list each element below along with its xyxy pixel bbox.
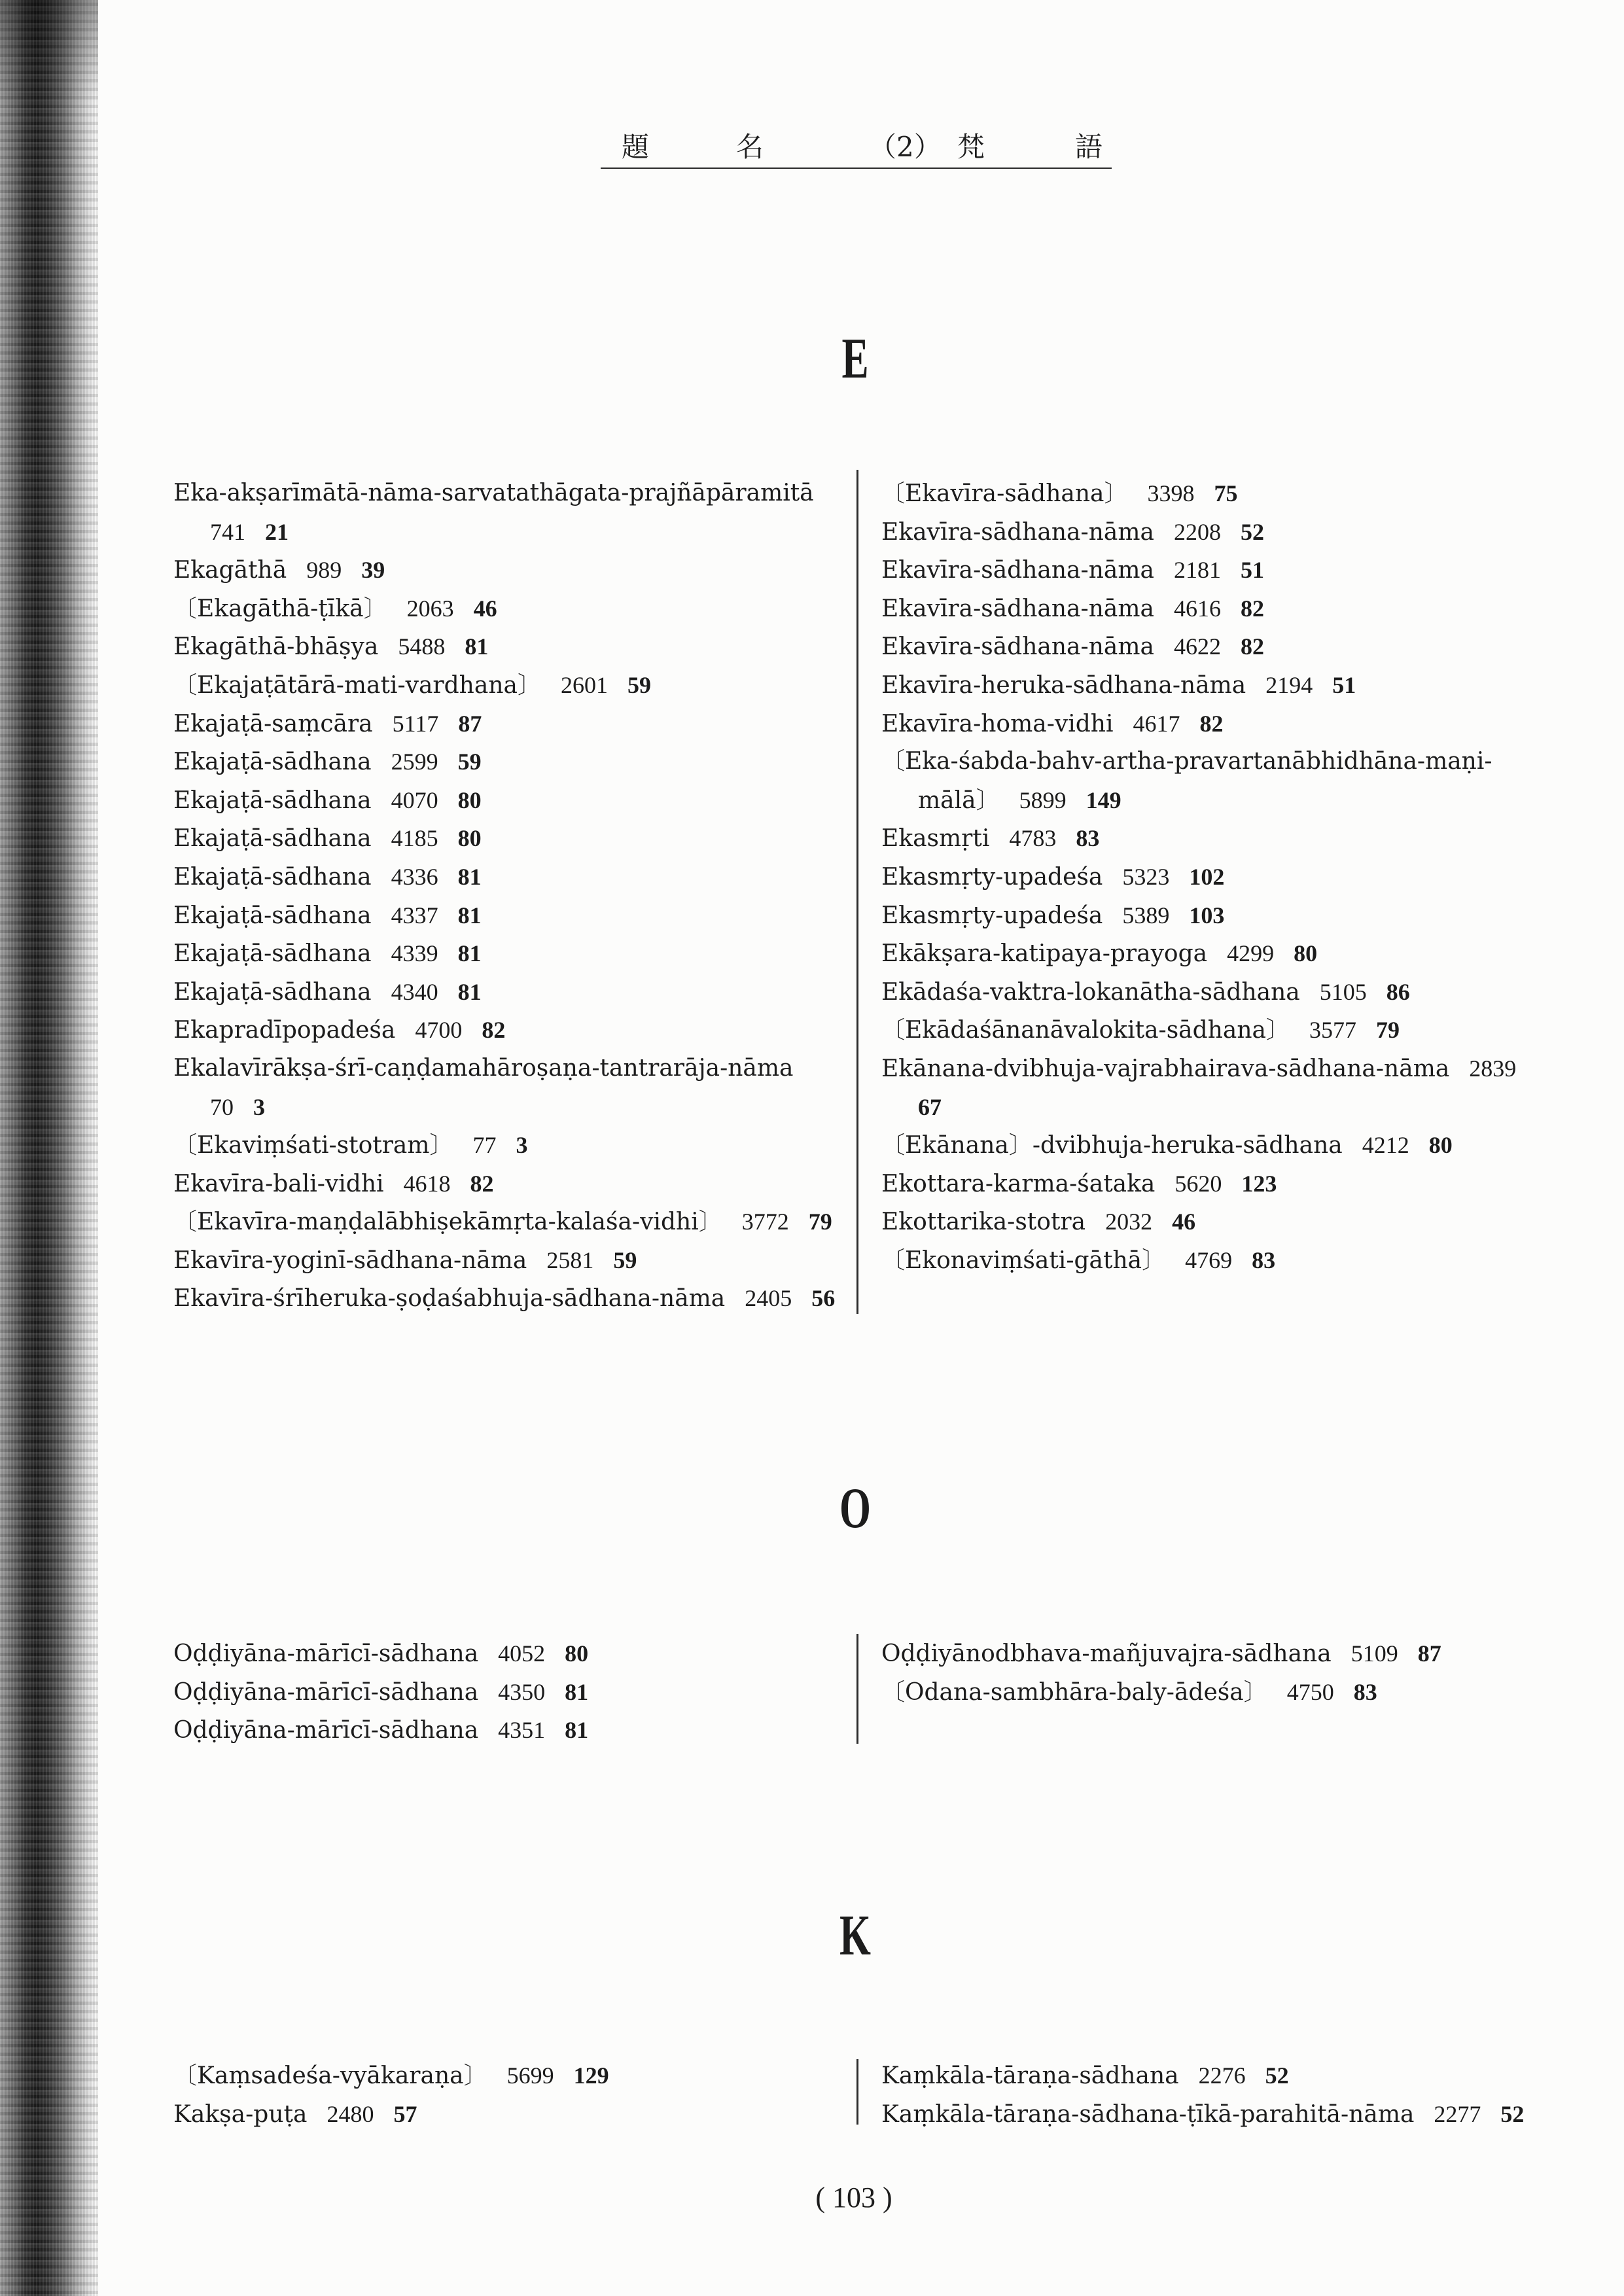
entry-number: 2194 [1265,671,1313,698]
entry-page: 83 [1353,1678,1377,1705]
index-column-right [881,474,1614,1279]
entry-title: Oḍḍiyānodbhava-mañjuvajra-sādhana [881,1640,1332,1667]
entry-number: 4750 [1286,1678,1334,1705]
entry-title: Ekavīra-sādhana-nāma [881,633,1154,661]
entry-page: 46 [1172,1209,1196,1235]
entry-title: Oḍḍiyāna-mārīcī-sādhana [173,1717,479,1744]
index-entry [881,590,1614,628]
index-entry [881,1050,1614,1088]
entry-number: 5117 [392,710,439,737]
entry-number: 4617 [1133,710,1180,737]
entry-title: 〔Ekādaśānanāvalokita-sādhana〕 [881,1017,1290,1044]
entry-title: Eka-akṣarīmātā-nāma-sarvatathāgata-prajñāpāramitā [173,480,814,506]
entry-title: Ekajaṭā-sādhana [173,825,372,853]
index-entry [173,1203,851,1241]
entry-page: 123 [1241,1170,1277,1197]
entry-title: 〔Ekajaṭātārā-mati-vardhana〕 [173,671,541,699]
entry-number: 2032 [1105,1209,1153,1235]
entry-title: mālā〕 [918,786,1000,814]
index-entry [173,551,851,590]
entry-page: 80 [457,786,482,813]
entry-title: Ekavīra-bali-vidhi [173,1170,384,1197]
index-entry [173,743,851,781]
index-entry [881,743,1614,781]
entry-number: 5105 [1319,978,1367,1005]
entry-title: Ekavīra-sādhana-nāma [881,518,1154,546]
entry-number: 2208 [1173,518,1221,545]
entry-number: 4052 [498,1640,546,1667]
entry-page: 79 [1376,1017,1400,1044]
entry-title: Ekādaśa-vaktra-lokanātha-sādhana [881,978,1300,1006]
entry-page: 81 [457,978,482,1005]
entry-page: 81 [565,1678,589,1705]
entry-page: 52 [1240,518,1264,545]
entry-page: 81 [565,1717,589,1744]
entry-number: 4336 [391,863,438,890]
entry-page: 129 [573,2062,609,2089]
entry-title: Ekottarika-stotra [881,1209,1086,1236]
index-entry [881,973,1614,1012]
entry-number: 3772 [741,1209,789,1235]
entry-number: 4340 [391,978,438,1005]
entry-page: 56 [811,1285,836,1312]
entry-title: 〔Ekagāthā-ṭīkā〕 [173,595,387,622]
index-entry [881,819,1614,858]
index-entry [173,1711,851,1750]
section-letter: E [841,327,869,391]
index-entry-continuation [881,1088,1614,1127]
entry-title: Ekasmṛty-upadeśa [881,902,1103,929]
entry-page: 82 [482,1017,506,1044]
header-label-language: 語 [1075,131,1103,163]
entry-number: 77 [472,1132,497,1159]
entry-number: 2181 [1173,557,1221,584]
entry-page: 149 [1086,786,1121,813]
index-entry [173,896,851,935]
index-entry-continuation [881,781,1614,820]
entry-number: 4212 [1362,1132,1409,1159]
index-column-right [881,1634,1614,1711]
index-entry [173,1634,851,1673]
entry-number: 4769 [1185,1246,1233,1273]
entry-page: 67 [918,1093,942,1120]
entry-title: Ekajaṭā-sādhana [173,749,372,776]
entry-number: 4351 [498,1717,546,1744]
entry-title: Kaṃkāla-tāraṇa-sādhana-ṭīkā-parahitā-nāma [881,2100,1415,2128]
index-entry [173,934,851,973]
entry-page: 103 [1189,902,1225,928]
entry-title: 〔Ekonaviṃśati-gāthā〕 [881,1246,1166,1274]
entry-page: 81 [457,902,482,928]
entry-title: Ekajaṭā-sādhana [173,863,372,891]
entry-title: 〔Odana-sambhāra-baly-ādeśa〕 [881,1678,1267,1706]
entry-number: 2839 [1469,1055,1517,1082]
index-entry [881,1673,1614,1712]
entry-number: 5389 [1122,902,1170,928]
entry-page: 83 [1076,825,1100,852]
index-entry [881,2095,1614,2134]
header-label-title: 題 [622,131,650,163]
entry-number: 4783 [1009,825,1057,852]
entry-page: 59 [627,671,651,698]
section-letter: O [839,1477,871,1540]
entry-title: Ekākṣara-katipaya-prayoga [881,940,1208,968]
entry-title: Ekānana-dvibhuja-vajrabhairava-sādhana-nāma [881,1055,1450,1082]
index-entry [173,973,851,1012]
entry-number: 4299 [1227,940,1275,967]
entry-title: Kaṃkāla-tāraṇa-sādhana [881,2062,1179,2089]
index-entry [173,474,851,513]
entry-page: 80 [1294,940,1318,967]
entry-page: 80 [1428,1132,1453,1159]
column-divider [856,2059,858,2125]
entry-number: 2480 [327,2100,374,2127]
index-entry [881,1126,1614,1165]
header-label-name: 名 [736,131,764,163]
index-entry [173,666,851,705]
entry-title: 〔Kaṃsadeśa-vyākaraṇa〕 [173,2062,487,2089]
entry-page: 80 [565,1640,589,1667]
entry-number: 741 [210,518,245,545]
entry-page: 82 [470,1170,494,1197]
entry-number: 4339 [391,940,438,967]
entry-page: 46 [473,595,497,622]
index-entry [173,858,851,896]
entry-number: 4337 [391,902,438,928]
entry-title: Ekasmṛti [881,825,990,853]
entry-page: 81 [465,633,489,660]
entry-title: Ekapradīpopadeśa [173,1017,396,1044]
entry-number: 3398 [1147,480,1195,506]
index-entry [881,627,1614,666]
entry-title: Ekajaṭā-saṃcāra [173,710,373,737]
entry-number: 5488 [398,633,446,660]
entry-page: 83 [1252,1246,1276,1273]
entry-number: 5323 [1122,863,1170,890]
index-entry [173,705,851,743]
entry-number: 989 [306,557,342,584]
index-entry [173,2095,851,2134]
index-entry [173,1126,851,1165]
index-entry [881,1165,1614,1203]
entry-title: Ekavīra-sādhana-nāma [881,595,1154,622]
header-label-sanskrit: 梵 [957,131,985,163]
entry-title: 〔Ekānana〕-dvibhuja-heruka-sādhana [881,1132,1343,1159]
entry-title: Ekagāthā [173,557,287,584]
entry-page: 87 [1417,1640,1441,1667]
entry-page: 102 [1189,863,1225,890]
entry-title: Oḍḍiyāna-mārīcī-sādhana [173,1640,479,1667]
entry-page: 59 [613,1246,637,1273]
binding-shadow-top [0,0,98,105]
index-entry [881,1634,1614,1673]
index-entry [881,1203,1614,1241]
entry-title: Ekavīra-yoginī-sādhana-nāma [173,1246,527,1274]
entry-number: 4185 [391,825,438,852]
index-entry [173,1165,851,1203]
entry-page: 82 [1240,595,1264,622]
entry-title: Ekavīra-homa-vidhi [881,710,1114,737]
entry-title: Ekajaṭā-sādhana [173,978,372,1006]
entry-number: 4622 [1173,633,1221,660]
index-entry [881,705,1614,743]
index-entry [173,627,851,666]
entry-title: 〔Ekavīra-sādhana〕 [881,480,1128,507]
entry-page: 75 [1214,480,1238,506]
entry-page: 82 [1199,710,1224,737]
entry-page: 79 [808,1209,832,1235]
entry-number: 4070 [391,786,438,813]
index-entry [881,934,1614,973]
index-entry [173,1241,851,1280]
index-entry [881,858,1614,896]
entry-title: Ekasmṛty-upadeśa [881,863,1103,891]
index-entry [173,781,851,820]
header-underline [601,168,1112,169]
index-entry [173,1673,851,1712]
index-entry [881,474,1614,513]
entry-page: 21 [265,518,289,545]
entry-number: 4700 [415,1017,463,1044]
entry-page: 52 [1500,2100,1525,2127]
index-entry [881,1241,1614,1280]
entry-number: 5899 [1019,786,1067,813]
entry-page: 51 [1240,557,1264,584]
index-entry [173,1279,851,1318]
page-number: ( 103 ) [815,2181,892,2214]
entry-page: 86 [1386,978,1410,1005]
column-divider [856,1634,858,1744]
entry-title: Ekottara-karma-śataka [881,1170,1156,1197]
entry-title: Ekavīra-śrīheruka-ṣoḍaśabhuja-sādhana-nāma [173,1285,726,1313]
entry-page: 57 [393,2100,417,2127]
entry-page: 39 [361,557,385,584]
index-entry [881,1011,1614,1050]
entry-page: 81 [457,863,482,890]
entry-number: 4616 [1173,595,1221,622]
entry-number: 2405 [745,1285,792,1312]
column-divider [856,470,858,1314]
entry-page: 81 [457,940,482,967]
index-entry [173,590,851,628]
entry-number: 2277 [1434,2100,1481,2127]
index-entry [881,551,1614,590]
entry-title: Ekagāthā-bhāṣya [173,633,379,661]
entry-page: 3 [253,1093,265,1120]
index-entry [881,2057,1614,2095]
header-volume: （2） [869,131,942,163]
index-entry-continuation [173,1088,851,1127]
entry-number: 4350 [498,1678,546,1705]
index-column-left [173,2057,851,2133]
entry-page: 3 [516,1132,528,1159]
entry-page: 82 [1240,633,1264,660]
entry-number: 5699 [506,2062,554,2089]
entry-page: 80 [457,825,482,852]
entry-page: 59 [457,749,482,775]
entry-title: Ekavīra-heruka-sādhana-nāma [881,671,1246,699]
entry-title: Ekajaṭā-sādhana [173,902,372,929]
index-column-left [173,474,851,1318]
entry-title: Ekajaṭā-sādhana [173,786,372,814]
index-entry [881,896,1614,935]
index-entry [173,1011,851,1050]
entry-title: 〔Eka-śabda-bahv-artha-pravartanābhidhāna-maṇi- [881,748,1492,775]
entry-title: Ekavīra-sādhana-nāma [881,557,1154,584]
index-column-right [881,2057,1614,2133]
index-entry [173,2057,851,2095]
index-column-left [173,1634,851,1750]
index-entry [881,513,1614,552]
index-entry-continuation [173,513,851,552]
binding-shadow [0,0,98,2296]
entry-title: 〔Ekavīra-maṇḍalābhiṣekāmṛta-kalaśa-vidhi〕 [173,1209,722,1236]
entry-page: 51 [1332,671,1356,698]
entry-number: 5109 [1350,1640,1398,1667]
entry-number: 5620 [1174,1170,1222,1197]
entry-number: 3577 [1309,1017,1356,1044]
entry-number: 2276 [1198,2062,1246,2089]
entry-title: 〔Ekaviṃśati-stotram〕 [173,1132,453,1159]
entry-title: Oḍḍiyāna-mārīcī-sādhana [173,1678,479,1706]
entry-page: 87 [458,710,482,737]
entry-number: 2581 [546,1246,594,1273]
entry-title: Ekalavīrākṣa-śrī-caṇḍamahāroṣaṇa-tantrarāja-nāma [173,1054,794,1082]
entry-number: 2063 [406,595,454,622]
entry-number: 2601 [560,671,608,698]
index-entry [881,666,1614,705]
entry-title: Kakṣa-puṭa [173,2100,308,2128]
entry-number: 70 [210,1093,234,1120]
entry-title: Ekajaṭā-sādhana [173,940,372,968]
entry-number: 4618 [403,1170,451,1197]
index-entry [173,819,851,858]
index-entry [173,1050,851,1088]
entry-page: 52 [1265,2062,1289,2089]
entry-number: 2599 [391,749,438,775]
section-letter: K [839,1904,871,1968]
